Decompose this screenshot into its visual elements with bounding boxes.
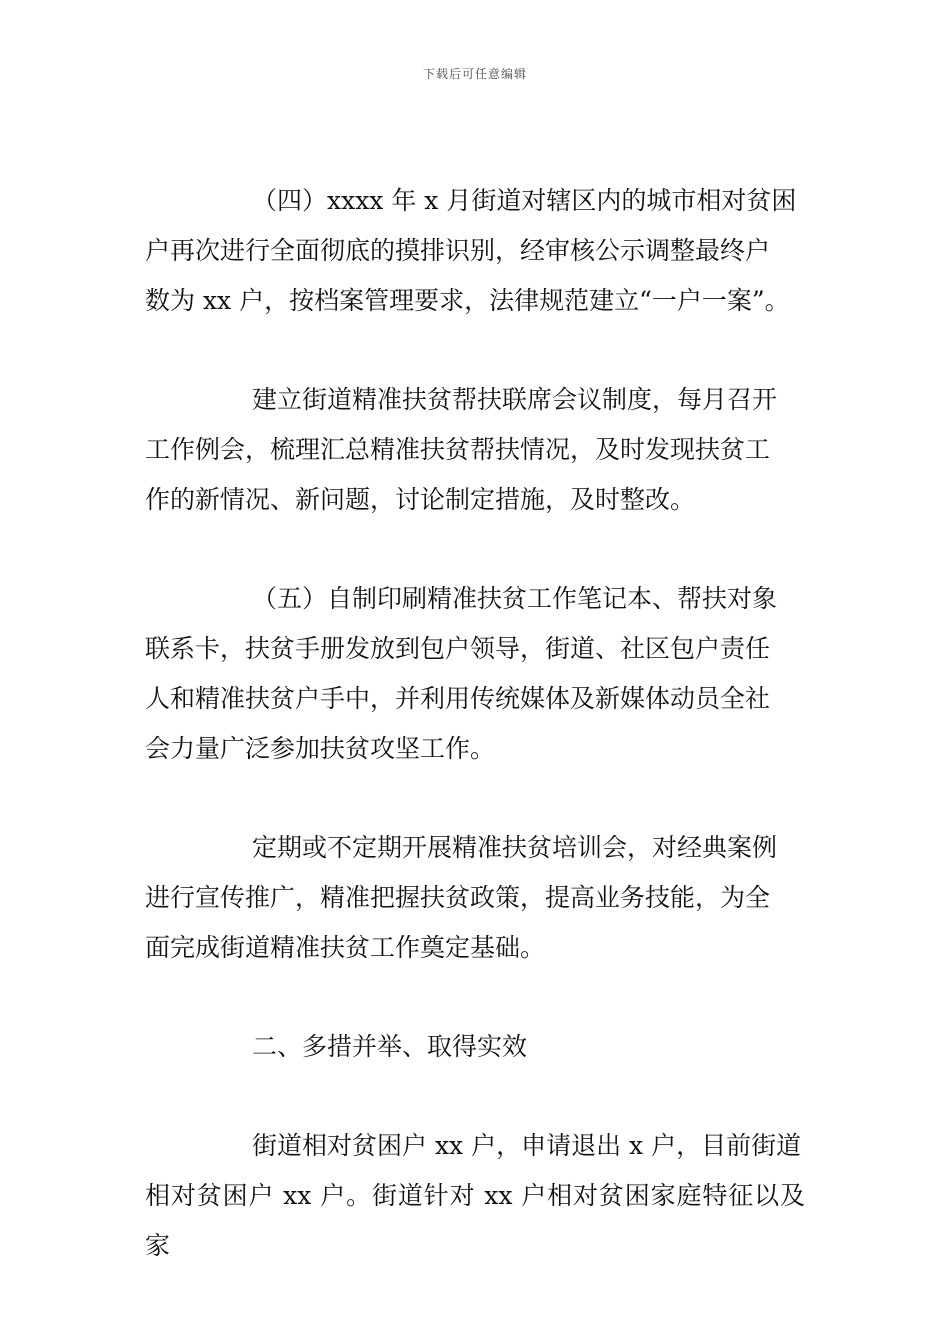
document-body: [145, 176, 805, 1271]
section-heading: 二、多措并举、取得实效: [252, 1032, 528, 1061]
paragraph: 定期或不定期开展精准扶贫培训会，对经典案例 进行宣传推广，精准把握扶贫政策，提高业务技能，为全 面完成街道精准扶贫工作奠定基础。: [145, 833, 778, 962]
paragraph: 街道相对贫困户 xx 户，申请退出 x 户，目前街道 相对贫困户 xx 户。街道针对 xx 户相对贫困家庭特征以及家: [145, 1131, 805, 1260]
paragraph: （五）自制印刷精准扶贫工作笔记本、帮扶对象 联系卡，扶贫手册发放到包户领导，街道、社区包户责任 人和精准扶贫户手中，并利用传统媒体及新媒体动员全社 会力量广泛参加扶贫攻坚工作。: [145, 584, 778, 763]
page-header: 下载后可任意编辑: [422, 67, 527, 81]
paragraph: （四）xxxx 年 x 月街道对辖区内的城市相对贫困 户再次进行全面彻底的摸排识别，经审核公示调整最终户 数为 xx 户，按档案管理要求，法律规范建立“一户一案”。: [145, 186, 797, 315]
paragraph: 建立街道精准扶贫帮扶联席会议制度，每月召开 工作例会，梳理汇总精准扶贫帮扶情况，及时发现扶贫工 作的新情况、新问题，讨论制定措施，及时整改。: [145, 385, 778, 514]
